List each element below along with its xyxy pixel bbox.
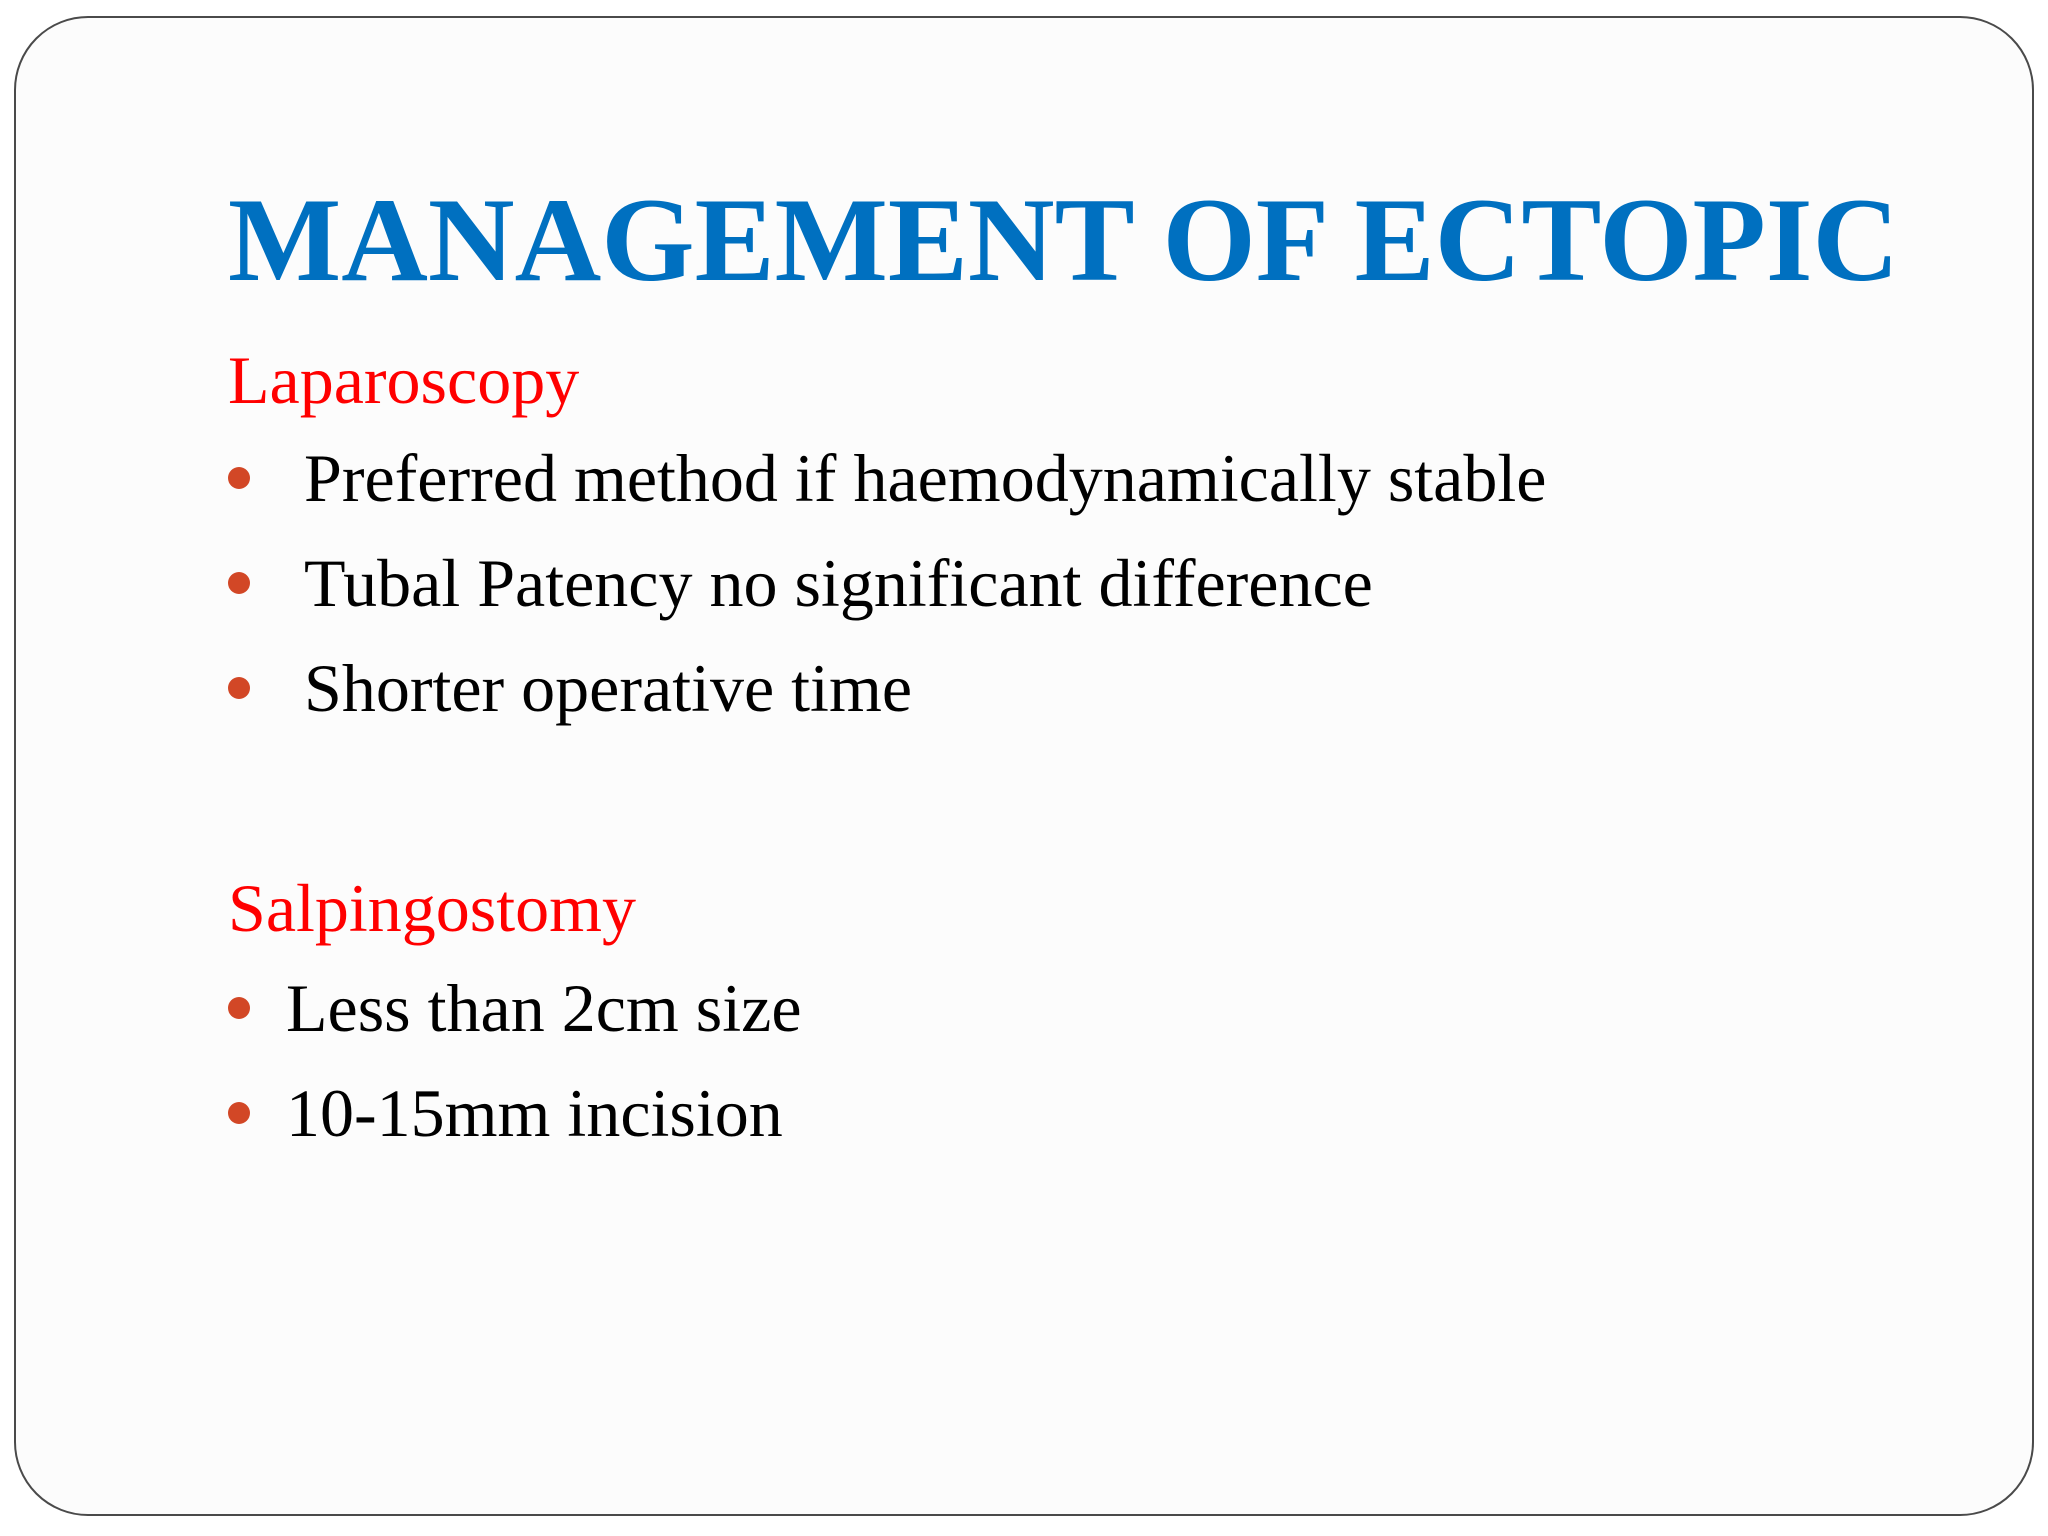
slide-title: MANAGEMENT OF ECTOPIC xyxy=(228,173,1900,306)
section-heading-laparoscopy: Laparoscopy xyxy=(228,342,580,418)
section-heading-salpingostomy: Salpingostomy xyxy=(228,870,637,946)
bullet-dot-icon xyxy=(228,572,250,594)
slide-frame xyxy=(14,16,2034,1516)
bullet-text: 10-15mm incision xyxy=(286,1075,783,1151)
bullet-text: Less than 2cm size xyxy=(286,970,802,1046)
bullet-dot-icon xyxy=(228,467,250,489)
bullet-dot-icon xyxy=(228,997,250,1019)
bullet-text: Tubal Patency no significant difference xyxy=(304,545,1373,621)
bullet-text: Shorter operative time xyxy=(304,650,913,726)
bullet-text: Preferred method if haemodynamically stable xyxy=(304,440,1547,516)
bullet-dot-icon xyxy=(228,677,250,699)
bullet-dot-icon xyxy=(228,1102,250,1124)
